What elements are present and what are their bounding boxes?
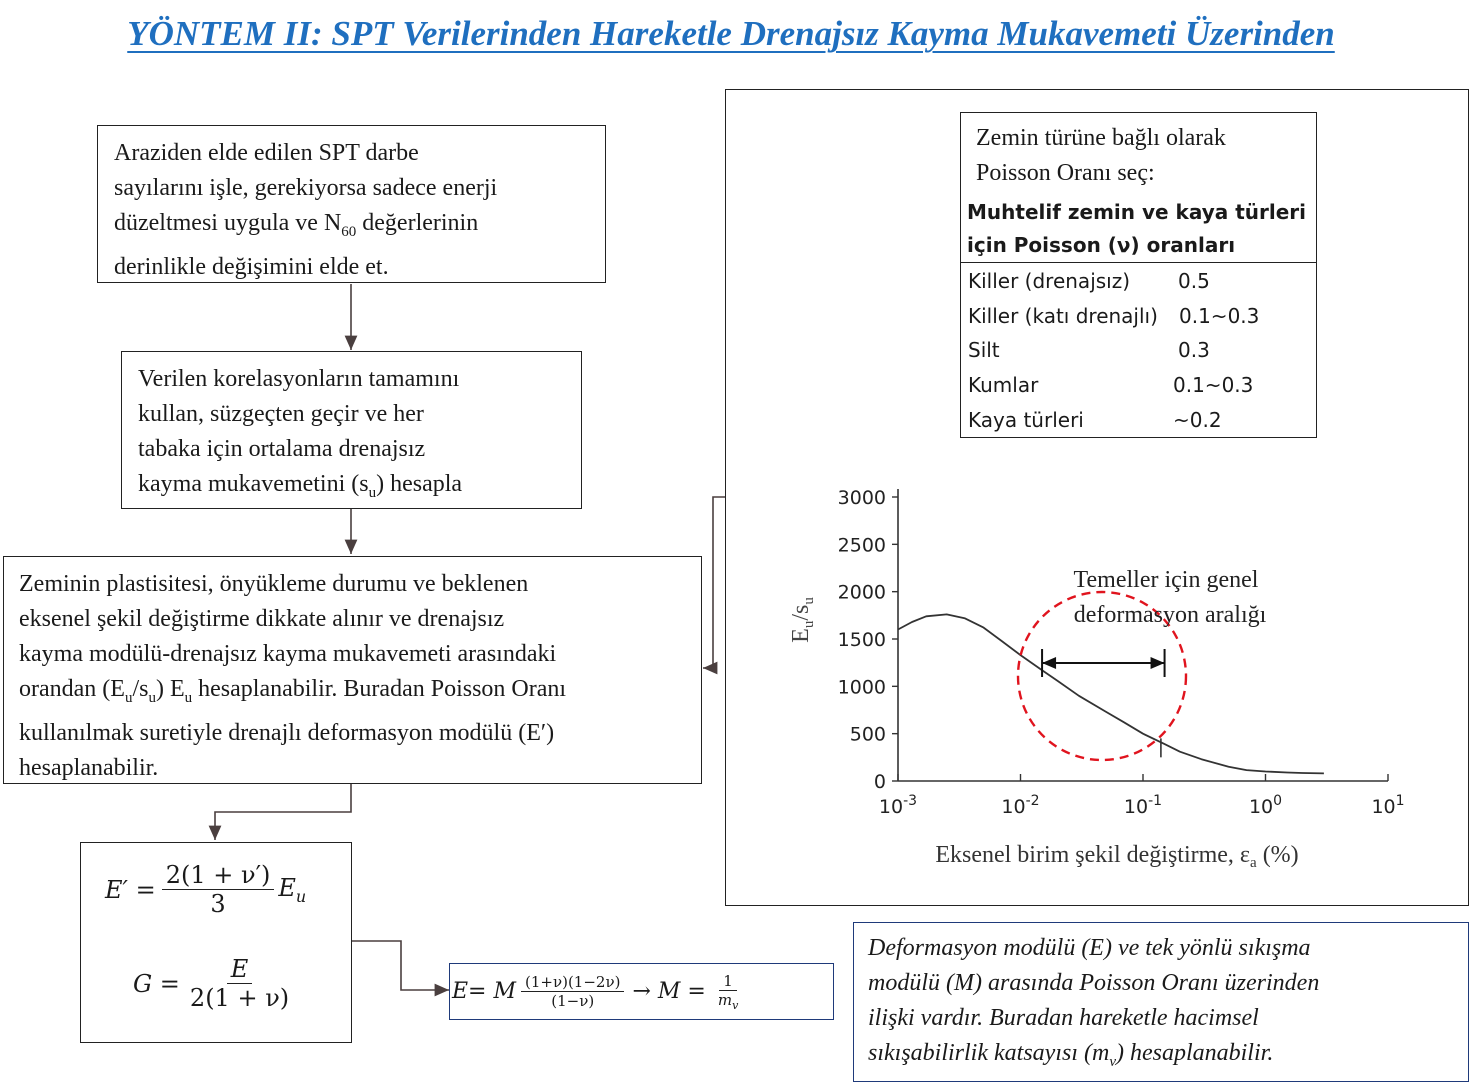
step3-line4 bbox=[19, 672, 701, 716]
poisson-row-value: 0.3 bbox=[1178, 338, 1210, 362]
step3-line4-sub3: u bbox=[184, 689, 193, 706]
relation-den2 bbox=[714, 991, 742, 1012]
x-tick-label: $10^{-2}$ bbox=[1001, 793, 1040, 818]
step1-line3 bbox=[114, 206, 605, 250]
step2-line3: tabaka için ortalama drenajsız bbox=[138, 436, 426, 462]
table-row bbox=[968, 264, 1308, 298]
page-title: YÖNTEM II: SPT Verilerinden Hareketle Drenajsız Kayma Mukavemeti Üzerinden bbox=[127, 14, 1335, 53]
formula-e-den: 3 bbox=[210, 890, 226, 918]
step3-line4-sub2: u bbox=[148, 689, 156, 706]
poisson-prompt-line1: Zemin türüne bağlı olarak bbox=[976, 125, 1226, 151]
poisson-row-value: 0.1~0.3 bbox=[1179, 304, 1260, 328]
step2-line4-sub: u bbox=[368, 484, 377, 501]
step3-line4-c: ) E bbox=[155, 676, 185, 702]
poisson-table bbox=[960, 194, 1317, 438]
x-tick-label: $10^{-3}$ bbox=[878, 793, 918, 818]
note-line4-a: sıkışabilirlik katsayısı (m bbox=[868, 1040, 1110, 1066]
poisson-row-label: Kaya türleri bbox=[968, 408, 1084, 432]
poisson-table-title bbox=[961, 194, 1316, 263]
note-box bbox=[853, 922, 1469, 1082]
table-row bbox=[968, 368, 1308, 402]
relation-den2-sub: v bbox=[732, 998, 739, 1012]
annotation-line1: Temeller için genel bbox=[1073, 567, 1259, 593]
table-row bbox=[968, 333, 1308, 367]
step2-line2: kullan, süzgeçten geçir ve her bbox=[138, 401, 424, 427]
poisson-row-value: 0.1~0.3 bbox=[1173, 373, 1254, 397]
poisson-prompt-box bbox=[960, 112, 1317, 196]
note-line1: Deformasyon modülü (E) ve tek yönlü sıkışma bbox=[868, 935, 1311, 961]
formula-g-num: E bbox=[227, 955, 253, 984]
poisson-row-label: Silt bbox=[968, 338, 1000, 362]
table-row bbox=[968, 299, 1308, 333]
arrow-formulas-to-relation bbox=[352, 941, 449, 990]
y-tick-label: 0 bbox=[873, 771, 886, 793]
arrow-poisson-to-step3 bbox=[703, 497, 725, 668]
formulas-box bbox=[80, 842, 352, 1043]
poisson-table-title-line2: için Poisson (ν) oranları bbox=[967, 233, 1236, 257]
arrow-step3-to-formulas bbox=[215, 784, 351, 840]
note-line4 bbox=[868, 1036, 1468, 1080]
note-line4-b: ) hesaplanabilir. bbox=[1115, 1040, 1274, 1066]
note-line3: ilişki vardır. Buradan hareketle hacimsel bbox=[868, 1005, 1259, 1031]
relation-num: (1+ν)(1−2ν) bbox=[521, 973, 624, 992]
formula-e-lhs: E′ = bbox=[105, 875, 156, 904]
relation-box bbox=[449, 963, 834, 1020]
formula-g bbox=[133, 955, 293, 1012]
formula-e-prime bbox=[105, 861, 306, 918]
step3-line6: hesaplanabilir. bbox=[19, 754, 159, 781]
step1-line3-text: düzeltmesi uygula ve N bbox=[114, 210, 342, 236]
step3-line1: Zeminin plastisitesi, önyükleme durumu ve beklenen bbox=[19, 571, 529, 597]
formula-e-num: 2(1 + ν′) bbox=[162, 861, 275, 890]
y-tick-label: 1500 bbox=[837, 629, 886, 651]
step3-line4-a: orandan (E bbox=[19, 676, 125, 702]
relation-arrow: → M = bbox=[632, 979, 706, 1004]
step2-line4 bbox=[138, 467, 581, 511]
y-tick-label: 2500 bbox=[837, 534, 886, 557]
step1-box bbox=[97, 125, 606, 283]
step3-line4-sub1: u bbox=[124, 689, 133, 706]
poisson-row-label: Killer (katı drenajlı) bbox=[968, 304, 1158, 328]
poisson-row-label: Kumlar bbox=[968, 373, 1039, 397]
x-tick-label: $10^1$ bbox=[1371, 793, 1405, 818]
x-tick-label: $10^0$ bbox=[1248, 793, 1283, 818]
table-row bbox=[968, 403, 1308, 437]
step3-line5: kullanılmak suretiyle drenajlı deformasyon modülü (E′) bbox=[19, 719, 555, 746]
y-tick-label: 2000 bbox=[837, 581, 886, 604]
step2-line1: Verilen korelasyonların tamamını bbox=[138, 366, 460, 392]
relation-den2-main: m bbox=[717, 990, 733, 1009]
relation-lhs: E= M bbox=[452, 979, 517, 1004]
y-tick-label: 500 bbox=[849, 723, 886, 746]
step1-line3-tail: değerlerinin bbox=[356, 210, 479, 236]
step2-box bbox=[121, 351, 582, 509]
formula-e-rhs-main: E bbox=[278, 873, 296, 902]
relation-den: (1−ν) bbox=[551, 992, 595, 1010]
step3-line2: eksenel şekil değiştirme dikkate alınır ve drenajsız bbox=[19, 606, 505, 632]
annotation-line2: deformasyon aralığı bbox=[1073, 602, 1267, 628]
y-axis-label: $E_u/s_u$ bbox=[788, 597, 817, 643]
step1-line3-sub: 60 bbox=[341, 223, 357, 240]
formula-e-rhs bbox=[278, 874, 306, 906]
step3-box bbox=[3, 556, 702, 784]
poisson-table-title-line1: Muhtelif zemin ve kaya türleri bbox=[967, 200, 1307, 224]
poisson-row-value: ~0.2 bbox=[1173, 408, 1222, 432]
x-axis-label: Eksenel birim şekil değiştirme, $\varepsilon_a$ (%) bbox=[935, 842, 1299, 871]
formula-e-rhs-sub: u bbox=[295, 886, 307, 906]
step1-line4: derinlikle değişimini elde et. bbox=[114, 253, 389, 280]
step1-line2: sayılarını işle, gerekiyorsa sadece enerji bbox=[114, 175, 498, 201]
y-tick-label: 3000 bbox=[837, 487, 886, 509]
step2-line4-a: kayma mukavemetini (s bbox=[138, 471, 369, 497]
relation-num2: 1 bbox=[719, 972, 737, 991]
note-line2: modülü (M) arasında Poisson Oranı üzerinden bbox=[868, 970, 1320, 996]
step3-line3: kayma modülü-drenajsız kayma mukavemeti arasındaki bbox=[19, 641, 557, 667]
poisson-row-label: Killer (drenajsız) bbox=[968, 269, 1131, 293]
poisson-row-value: 0.5 bbox=[1178, 269, 1210, 293]
formula-g-den: 2(1 + ν) bbox=[189, 984, 290, 1012]
step3-line4-b: /s bbox=[132, 676, 149, 702]
x-tick-label: $10^{-1}$ bbox=[1123, 793, 1163, 818]
step1-line1: Araziden elde edilen SPT darbe bbox=[114, 140, 419, 166]
formula-g-lhs: G = bbox=[133, 969, 180, 998]
poisson-prompt-line2: Poisson Oranı seç: bbox=[976, 160, 1155, 186]
step2-line4-b: ) hesapla bbox=[376, 471, 463, 497]
y-tick-label: 1000 bbox=[837, 676, 886, 699]
step3-line4-d: hesaplanabilir. Buradan Poisson Oranı bbox=[192, 676, 567, 702]
note-line4-sub: v bbox=[1109, 1053, 1116, 1070]
